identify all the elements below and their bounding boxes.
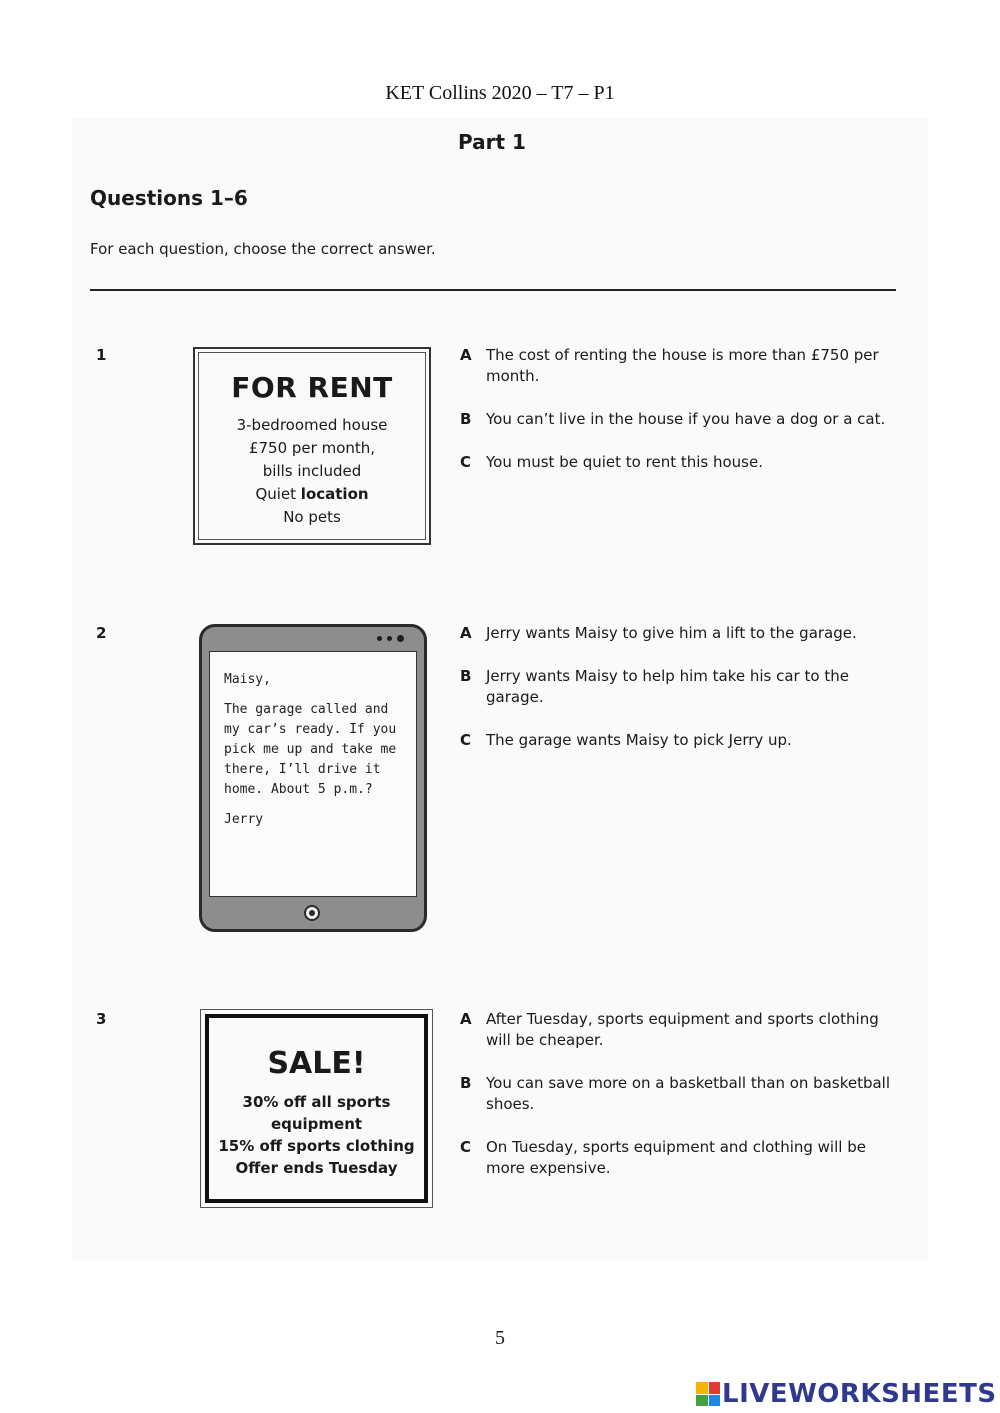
option-text: You must be quiet to rent this house. (486, 453, 763, 471)
notice-line: 3-bedroomed house (236, 416, 388, 434)
answer-option-a[interactable] (460, 1009, 890, 1051)
message-body: The garage called and my car’s ready. If you pick me up and take me there, I’ll drive it home. About 5 p.m.? (224, 702, 397, 797)
liveworksheets-watermark (696, 1379, 997, 1409)
option-letter: B (460, 1074, 472, 1092)
notice-title: FOR RENT (231, 371, 393, 404)
option-text: Jerry wants Maisy to give him a lift to the garage. (486, 624, 857, 642)
home-button-icon (304, 905, 320, 921)
liveworksheets-logo-icon (696, 1382, 720, 1406)
option-text: You can save more on a basketball than on basketball shoes. (486, 1074, 891, 1113)
notice-text: Quiet (255, 485, 301, 503)
phone-screen (209, 651, 417, 897)
question-number: 1 (96, 346, 107, 364)
message-signature: Jerry (224, 812, 264, 827)
answer-options (460, 1009, 890, 1201)
option-letter: C (460, 453, 472, 471)
option-text: You can’t live in the house if you have a dog or a cat. (486, 410, 886, 428)
option-text: On Tuesday, sports equipment and clothing will be more expensive. (486, 1138, 866, 1177)
notice-line: bills included (262, 462, 362, 480)
answer-option-a[interactable] (460, 623, 890, 644)
logo-square (709, 1395, 721, 1407)
message-greeting: Maisy, (224, 672, 271, 687)
option-letter: B (460, 667, 472, 685)
part-title: Part 1 (458, 130, 526, 154)
answer-option-c[interactable] (460, 1137, 890, 1179)
page-number: 5 (495, 1327, 505, 1349)
notice-line: Offer ends Tuesday (235, 1159, 398, 1177)
question-number: 3 (96, 1010, 107, 1028)
option-letter: B (460, 410, 472, 428)
phone-message-notice (199, 624, 427, 932)
answer-option-b[interactable] (460, 666, 890, 708)
answer-option-c[interactable] (460, 452, 890, 473)
logo-square (709, 1382, 721, 1394)
answer-options (460, 623, 890, 773)
answer-options (460, 345, 890, 495)
option-letter: A (460, 624, 472, 642)
notice-line: No pets (283, 508, 341, 526)
answer-option-c[interactable] (460, 730, 890, 751)
answer-option-b[interactable] (460, 409, 890, 430)
option-text: The cost of renting the house is more than £750 per month. (486, 346, 879, 385)
option-text: The garage wants Maisy to pick Jerry up. (486, 731, 792, 749)
logo-square (696, 1382, 708, 1394)
divider (90, 289, 896, 291)
option-text: Jerry wants Maisy to help him take his car to the garage. (486, 667, 849, 706)
answer-option-a[interactable] (460, 345, 890, 387)
phone-camera-dots (377, 636, 404, 642)
notice-line: £750 per month, (248, 439, 376, 457)
question-number: 2 (96, 624, 107, 642)
option-letter: A (460, 346, 472, 364)
answer-option-b[interactable] (460, 1073, 890, 1115)
for-rent-notice (193, 347, 431, 545)
instruction-text: For each question, choose the correct answer. (90, 240, 436, 258)
option-text: After Tuesday, sports equipment and sports clothing will be cheaper. (486, 1010, 879, 1049)
option-letter: C (460, 731, 472, 749)
notice-title: SALE! (267, 1046, 366, 1081)
logo-square (696, 1395, 708, 1407)
option-letter: A (460, 1010, 472, 1028)
notice-line: 15% off sports clothing (218, 1137, 415, 1155)
notice-line: 30% off all sports equipment (242, 1093, 391, 1133)
questions-heading: Questions 1–6 (90, 186, 248, 210)
notice-line (199, 483, 425, 506)
document-header: KET Collins 2020 – T7 – P1 (385, 82, 615, 104)
option-letter: C (460, 1138, 472, 1156)
sale-notice (200, 1009, 433, 1208)
watermark-text: LIVEWORKSHEETS (722, 1379, 997, 1409)
notice-bold-word: location (300, 485, 369, 503)
